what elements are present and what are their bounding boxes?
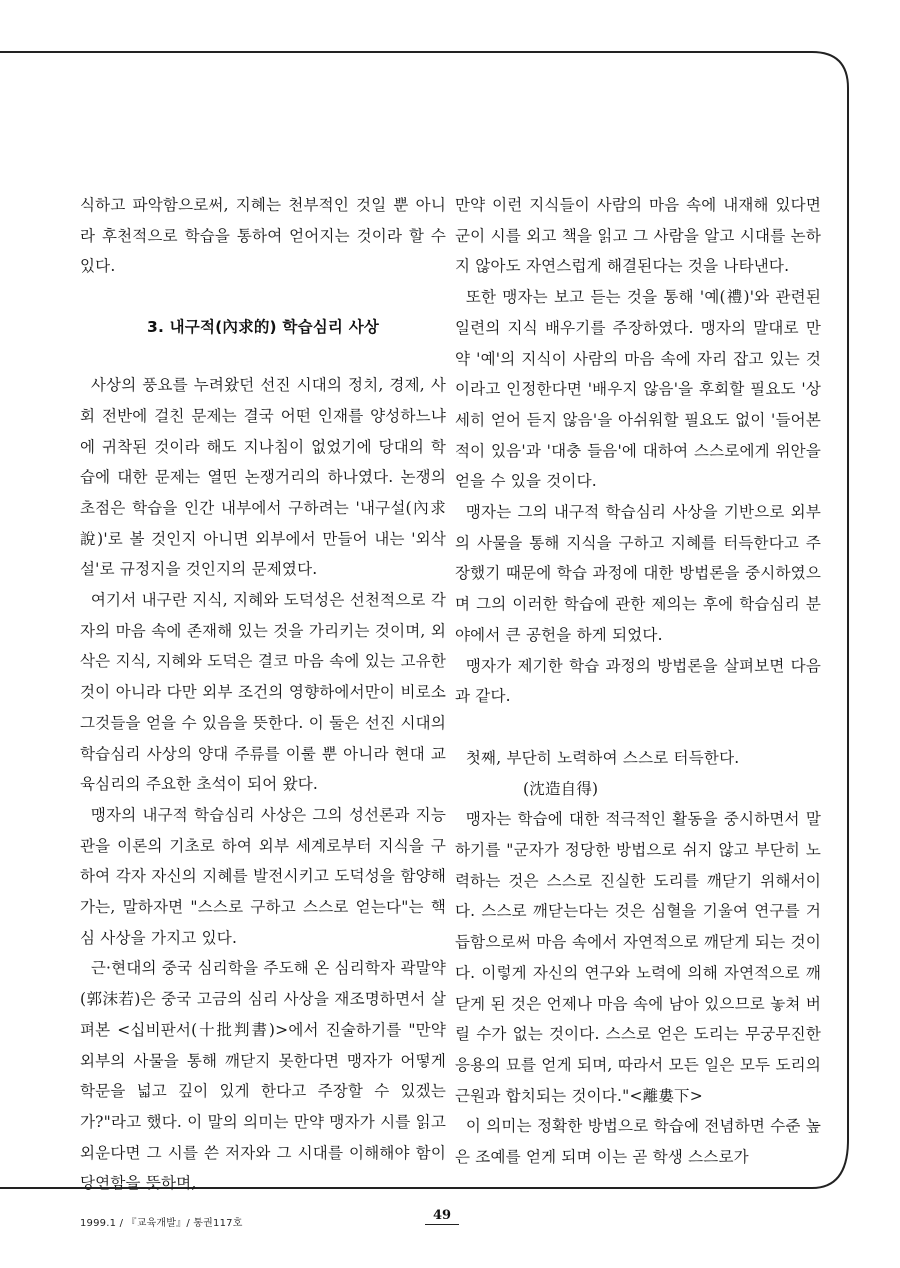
paragraph: 여기서 내구란 지식, 지혜와 도덕성은 선천적으로 각자의 마음 속에 존재해 있는 것을 가리키는 것이며, 외삭은 지식, 지혜와 도덕은 결코 마음 속에 있는 고유한 것이 아니라 다만 외부 조건의 영향하에서만이 비로소 그것들을 얻을 수 있음을 뜻한다. 이 둘은 선진 시대의 학습심리 사상의 양대 주류를 이룰 뿐 아니라 현대 교육심리의 주요한 초석이 되어 왔다. [80, 591, 446, 794]
sub-heading: 첫째, 부단히 노력하여 스스로 터득한다. [465, 748, 740, 767]
paragraph: 이 의미는 정확한 방법으로 학습에 전념하면 수준 높은 조예를 얻게 되며 이는 곧 학생 스스로가 [455, 1117, 821, 1167]
paragraph: 맹자의 내구적 학습심리 사상은 그의 성선론과 지능관을 이론의 기초로 하여 외부 세계로부터 지식을 구하여 각자 자신의 지혜를 발전시키고 도덕성을 함양해 가는, 말하자면 "스스로 구하고 스스로 얻는다"는 핵심 사상을 가지고 있다. [80, 805, 446, 947]
paragraph: 만약 이런 지식들이 사람의 마음 속에 내재해 있다면 군이 시를 외고 책을 읽고 그 사람을 알고 시대를 논하지 않아도 자연스럽게 해결된다는 것을 나타낸다. [455, 196, 821, 276]
section-heading: 3. 내구적(內求的) 학습심리 사상 [146, 318, 380, 337]
sub-heading-hanja: (沈造自得) [523, 779, 599, 798]
spacer [455, 712, 821, 743]
paragraph: 또한 맹자는 보고 듣는 것을 통해 '예(禮)'와 관련된 일련의 지식 배우기를 주장하였다. 맹자의 말대로 만약 '예'의 지식이 사람의 마음 속에 자리 잡고 있는 것이라고 인정한다면 '배우지 않음'을 후회할 필요도 '상세히 얻어 듣지 않음'을 아쉬워할 필요도 없이 '들어본 적이 있음'과 '대충 들음'에 대하여 스스로에게 위안을 얻을 수 있을 것이다. [455, 288, 821, 491]
issue-info: 1999.1 / 『교육개발』/ 통권117호 [80, 1218, 243, 1229]
page-number: 49 [425, 1208, 459, 1225]
paragraph: 사상의 풍요를 누려왔던 선진 시대의 정치, 경제, 사회 전반에 걸친 문제는 결국 어떤 인재를 양성하느냐에 귀착된 것이라 해도 지나침이 없었기에 당대의 학습에 대한 문제는 열띤 논쟁거리의 하나였다. 논쟁의 초점은 학습을 인간 내부에서 구하려는 '내구설(內求說)'로 볼 것인지 아니면 외부에서 만들어 내는 '외삭설'로 규정지을 것인지의 문제였다. [80, 376, 446, 579]
paragraph: 근·현대의 중국 심리학을 주도해 온 심리학자 곽말약(郭沫若)은 중국 고금의 심리 사상을 재조명하면서 살펴본 <십비판서(十批判書)>에서 진술하기를 "만약 외부의 사물을 통해 깨닫지 못한다면 맹자가 어떻게 학문을 넓고 깊이 있게 한다고 주장할 수 있겠는가?"라고 했다. 이 말의 의미는 만약 맹자가 시를 읽고 외운다면 그 시를 쓴 저자와 그 시대를 이해해야 함이 당연함을 뜻하며, [80, 959, 446, 1193]
paragraph: 맹자는 그의 내구적 학습심리 사상을 기반으로 외부의 사물을 통해 지식을 구하고 지혜를 터득한다고 주장했기 때문에 학습 과정에 대한 방법론을 중시하였으며 그의 이러한 학습에 관한 제의는 후에 학습심리 분야에서 큰 공헌을 하게 되었다. [455, 503, 821, 644]
paragraph: 식하고 파악함으로써, 지혜는 천부적인 것일 뿐 아니라 후천적으로 학습을 통하여 얻어지는 것이라 할 수 있다. [80, 196, 446, 276]
paragraph: 맹자가 제기한 학습 과정의 방법론을 살펴보면 다음과 같다. [455, 656, 821, 706]
paragraph: 맹자는 학습에 대한 적극적인 활동을 중시하면서 말하기를 "군자가 정당한 방법으로 쉬지 않고 부단히 노력하는 것은 스스로 진실한 도리를 깨닫기 위해서이다. 스스로 깨닫는다는 것은 심혈을 기울여 연구를 거듭함으로써 마음 속에서 자연적으로 깨닫게 되는 것이다. 이렇게 자신의 연구와 노력에 의해 자연적으로 깨닫게 된 것은 언제나 마음 속에 남아 있으므로 놓쳐 버릴 수가 없는 것이다. 스스로 얻은 도리는 무궁무진한 응용의 묘를 얻게 되며, 따라서 모든 일은 모두 도리의 근원과 합치되는 것이다."<離婁下> [455, 810, 821, 1105]
right-column [455, 190, 821, 1173]
left-column [80, 190, 446, 1199]
